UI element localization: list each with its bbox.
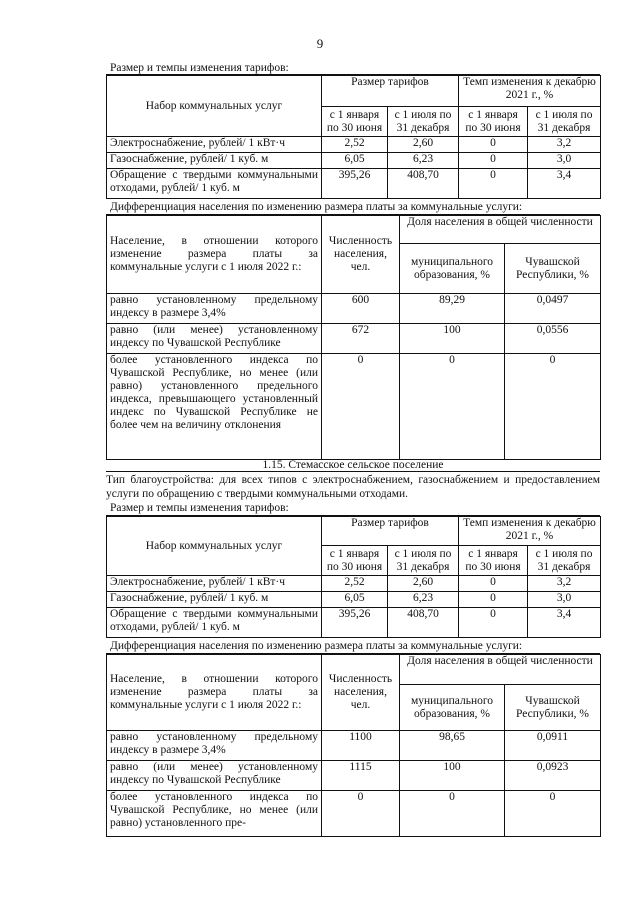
tariff-jul: 2,60 [388,576,459,592]
table-row [107,137,601,153]
service-name: Обращение с твердыми коммунальными отходами, рублей/ 1 куб. м [107,169,322,199]
header-jul: с 1 июля по 31 декабря [388,107,459,137]
rate-jul: 3,4 [528,169,601,199]
table-row [107,576,601,592]
tariff-jan: 6,05 [322,153,388,169]
tariff-jul: 6,23 [388,592,459,608]
table-row [107,294,601,324]
rate-jan: 0 [459,153,528,169]
header-rate: Темп изменения к декабрю 2021 г., % [459,76,601,107]
population-count: 672 [322,324,400,354]
header-jan: с 1 января по 30 июня [322,107,388,137]
header-services: Набор коммунальных услуг [107,76,322,137]
table-row [107,761,601,791]
diff-section-title: Дифференциация населения по изменению размера платы за коммунальные услуги: [110,640,523,652]
municipal-share: 98,65 [400,731,505,761]
header-size: Размер тарифов [322,76,459,107]
table-row [107,354,601,460]
header-rate-jul: с 1 июля по 31 декабря [528,107,601,137]
rate-jul: 3,0 [528,153,601,169]
tariff-jan: 2,52 [322,576,388,592]
population-count: 1100 [322,731,400,761]
table-row [107,731,601,761]
header-rate: Темп изменения к декабрю 2021 г., % [459,517,601,546]
tariff-jan: 6,05 [322,592,388,608]
service-name: Обращение с твердыми коммунальными отходами, рублей/ 1 куб. м [107,608,322,638]
table-row [107,791,601,837]
header-jul: с 1 июля по 31 декабря [388,546,459,576]
municipal-share: 100 [400,324,505,354]
table-row [107,592,601,608]
tariff-table [106,516,601,638]
population-count: 0 [322,791,400,837]
header-count: Численность населения, чел. [322,655,400,731]
header-jan: с 1 января по 30 июня [322,546,388,576]
population-category: равно установленному предельному индексу в размере 3,4% [107,294,322,324]
header-share: Доля населения в общей численности [400,655,601,685]
improvement-type: Тип благоустройства: для всех типов с электроснабжением, газоснабжением и предоставлением услуги по обращению с твердыми коммунальными отходами. [106,474,600,500]
table-row [107,324,601,354]
header-republic: Чувашской Республики, % [505,244,601,294]
population-category: равно (или менее) установленному индексу по Чувашской Республике [107,324,322,354]
population-category: равно (или менее) установленному индексу по Чувашской Республике [107,761,322,791]
tariff-section-title: Размер и темпы изменения тарифов: [110,502,289,514]
diff-table [106,654,601,837]
tariff-jul: 408,70 [388,608,459,638]
table-row [107,169,601,199]
rate-jul: 3,0 [528,592,601,608]
tariff-jan: 2,52 [322,137,388,153]
rate-jan: 0 [459,576,528,592]
rate-jul: 3,4 [528,608,601,638]
header-count: Численность населения, чел. [322,216,400,294]
header-republic: Чувашской Республики, % [505,685,601,731]
republic-share: 0,0923 [505,761,601,791]
settlement-title: 1.15. Стемасское сельское поселение [262,459,444,471]
tariff-jul: 6,23 [388,153,459,169]
header-population: Население, в отношении которого изменение размера платы за коммунальные услуги с 1 июля 2022 г.: [107,655,322,731]
header-rate-jan: с 1 января по 30 июня [459,546,528,576]
rate-jan: 0 [459,137,528,153]
population-category: более установленного индекса по Чувашской Республике, но менее (или равно) установленного предельного индекса, превышающего установленный индекс по Чувашской Республике не более чем на величину отклонения [107,354,322,460]
municipal-share: 100 [400,761,505,791]
rate-jul: 3,2 [528,137,601,153]
tariff-jan: 395,26 [322,169,388,199]
population-count: 1115 [322,761,400,791]
tariff-jul: 2,60 [388,137,459,153]
population-category: равно установленному предельному индексу в размере 3,4% [107,731,322,761]
service-name: Газоснабжение, рублей/ 1 куб. м [107,153,322,169]
table-row [107,608,601,638]
municipal-share: 89,29 [400,294,505,324]
tariff-jul: 408,70 [388,169,459,199]
rate-jul: 3,2 [528,576,601,592]
tariff-table [106,75,601,199]
population-category: более установленного индекса по Чувашской Республике, но менее (или равно) установленного пре- [107,791,322,837]
diff-section-title: Дифференциация населения по изменению размера платы за коммунальные услуги: [110,201,523,213]
republic-share: 0,0497 [505,294,601,324]
municipal-share: 0 [400,354,505,460]
header-rate-jul: с 1 июля по 31 декабря [528,546,601,576]
header-municipal: муниципального образования, % [400,685,505,731]
tariff-jan: 395,26 [322,608,388,638]
rate-jan: 0 [459,608,528,638]
republic-share: 0 [505,791,601,837]
header-municipal: муниципального образования, % [400,244,505,294]
service-name: Электроснабжение, рублей/ 1 кВт·ч [107,576,322,592]
page-number: 9 [316,36,324,51]
republic-share: 0 [505,354,601,460]
tariff-section-title: Размер и темпы изменения тарифов: [110,62,289,74]
table-row [107,153,601,169]
diff-table [106,215,601,460]
divider [106,471,600,472]
header-rate-jan: с 1 января по 30 июня [459,107,528,137]
rate-jan: 0 [459,592,528,608]
population-count: 600 [322,294,400,324]
header-services: Набор коммунальных услуг [107,517,322,576]
municipal-share: 0 [400,791,505,837]
service-name: Газоснабжение, рублей/ 1 куб. м [107,592,322,608]
republic-share: 0,0556 [505,324,601,354]
republic-share: 0,0911 [505,731,601,761]
header-size: Размер тарифов [322,517,459,546]
header-share: Доля населения в общей численности [400,216,601,244]
service-name: Электроснабжение, рублей/ 1 кВт·ч [107,137,322,153]
rate-jan: 0 [459,169,528,199]
population-count: 0 [322,354,400,460]
header-population: Население, в отношении которого изменение размера платы за коммунальные услуги с 1 июля 2022 г.: [107,216,322,294]
